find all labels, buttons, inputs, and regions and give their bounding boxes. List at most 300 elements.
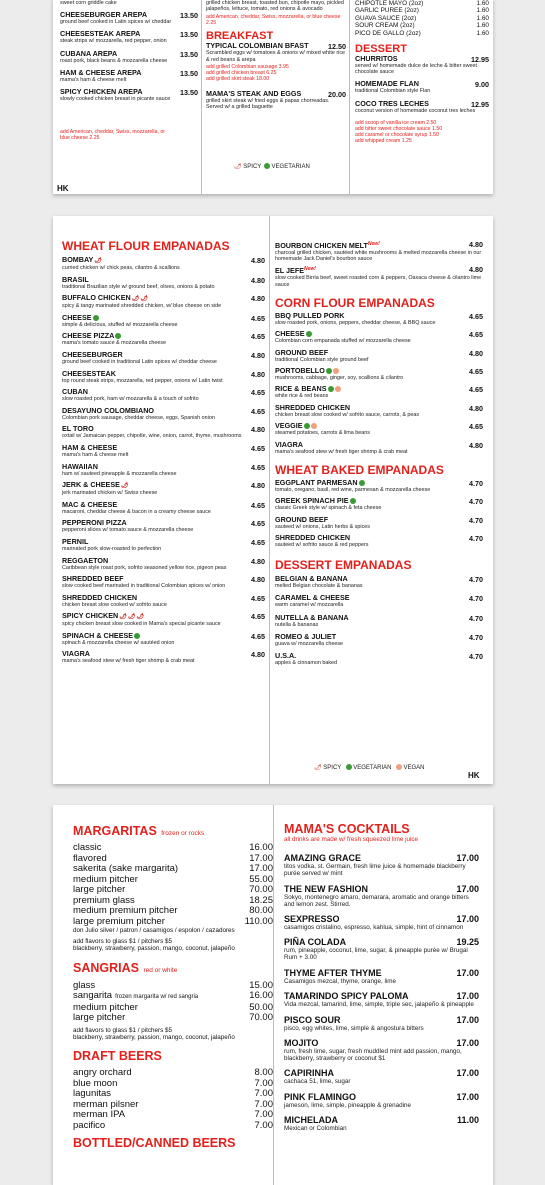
drinks-left-column	[73, 822, 273, 1150]
sangrias-heading	[73, 959, 273, 977]
item-desc: chicken breast slow cooked w/ sofrito sauce, carrots, & peas	[275, 411, 420, 418]
cocktail-item	[284, 1015, 479, 1032]
cocktail-price: 17.00	[456, 1037, 479, 1048]
item-desc: charcoal grilled chicken, sautéed white mushrooms & melted mozzarella cheese in our homemade Jack Daniel's bourbon sauce	[275, 250, 482, 263]
item-price: 4.80	[251, 275, 265, 285]
item-name-text: SPICY CHICKEN	[62, 611, 119, 621]
item-desc: slow roasted pork, ham w/ mozzarella & a touch of sofrito	[62, 396, 199, 403]
item-name-text: HOMEMADE FLAN	[355, 79, 419, 89]
item-name	[275, 312, 483, 320]
legend-vegetarian-label: VEGETARIAN	[353, 765, 392, 771]
chili-icon: 🌶	[119, 614, 127, 621]
cocktail-name: PISCO SOUR	[284, 1014, 341, 1025]
drink-item	[73, 1121, 273, 1132]
side-name: GARLIC PUREE (2oz)	[355, 7, 419, 15]
item-name-text: CHEESEBURGER AREPA	[60, 10, 148, 20]
side-item	[355, 15, 489, 22]
menu-item	[355, 80, 489, 94]
item-name-text: SHREDDED BEEF	[62, 574, 124, 584]
item-desc: grilled skirt steak w/ fried eggs & papas chorreadas. Served w/ a grilled baguette	[206, 97, 330, 111]
item-name	[60, 11, 198, 19]
chili-icon: 🌶	[140, 296, 148, 303]
item-name-text: JERK & CHEESE	[62, 480, 120, 490]
item-name-text: CHEESEBURGER	[62, 349, 123, 359]
cocktail-name: TAMARINDO SPICY PALOMA	[284, 991, 409, 1002]
cocktail-price: 17.00	[456, 967, 479, 978]
drink-name: merman IPA	[73, 1109, 126, 1121]
legend-spicy-label: SPICY	[323, 765, 342, 771]
item-name	[275, 652, 483, 660]
arepas-column	[60, 0, 198, 107]
item-desc: ground beef cooked in Latin spices w/ cheddar	[60, 19, 172, 26]
drink-item	[73, 1013, 273, 1024]
drink-price: 70.00	[249, 1012, 273, 1024]
menu-item	[62, 256, 265, 271]
drink-price: 55.00	[249, 873, 273, 885]
menu-item	[275, 534, 483, 548]
cocktail-name: PINK FLAMINGO	[284, 1091, 356, 1102]
item-price: 4.65	[469, 422, 483, 432]
item-desc: top round steak strips, mozzarella, red pepper, onions w/ Latin twist	[62, 377, 223, 384]
column-divider	[273, 805, 274, 1185]
cocktail-name: AMAZING GRACE	[284, 853, 361, 864]
menu-item	[62, 407, 265, 421]
item-name	[60, 69, 198, 77]
margaritas-note: don Julio silver / patron / casamigos / espolon / cazadores	[73, 927, 235, 934]
item-desc: sauteed w/ onions, Latin herbs & spices	[275, 523, 370, 530]
item-name-text: PORTOBELLO	[275, 365, 325, 375]
draft-beers-heading: DRAFT BEERS	[73, 1049, 162, 1064]
item-name	[355, 100, 489, 108]
item-name-text: U.S.A.	[275, 650, 297, 660]
hk-mark: HK	[468, 771, 480, 780]
baked-heading: WHEAT BAKED EMPANADAS	[275, 462, 444, 477]
drink-price: 80.00	[249, 905, 273, 916]
cocktail-price: 17.00	[456, 853, 479, 864]
item-name	[62, 444, 265, 452]
item-price: 4.80	[469, 240, 483, 249]
menu-item	[275, 240, 483, 262]
menu-item	[275, 312, 483, 326]
drink-price: 16.00	[249, 842, 273, 853]
menu-item	[62, 557, 265, 571]
menu-page-drinks	[53, 805, 493, 1185]
sangrias-sub: red or white	[143, 966, 178, 974]
menu-item	[275, 575, 483, 589]
item-desc: slow roasted pork, onions, peppers, cheddar cheese, & BBQ sauce	[275, 319, 436, 326]
drink-name: blue moon	[73, 1077, 118, 1089]
item-desc: tomato, oregano, basil, red wine, parmesan & mozzarella cheese	[275, 486, 431, 493]
drink-price: 7.00	[254, 1088, 273, 1100]
item-price: 13.50	[180, 49, 198, 59]
breakfast-heading: BREAKFAST	[206, 30, 274, 43]
cocktail-desc: titos vodka, st. Germain, fresh lime juice & homemade blackberry purée served w/ mint	[284, 863, 466, 878]
item-name-text: CHEESE PIZZA	[62, 331, 115, 341]
item-name-text: EL JEFE	[275, 266, 305, 276]
item-price: 4.70	[469, 533, 483, 543]
cocktail-name: THE NEW FASHION	[284, 883, 369, 894]
menu-item	[62, 519, 265, 533]
item-name	[62, 256, 265, 265]
item-desc: chicken breast slow cooked w/ sofrito sauce	[62, 601, 167, 608]
item-desc: ham w/ sauteed pineapple & mozzarella cheese	[62, 470, 177, 477]
drink-name: merman pilsner	[73, 1098, 139, 1110]
item-name	[275, 385, 483, 393]
sangrias-flavors: blackberry, strawberry, passion, mango, coconut, jalapeño	[73, 1033, 235, 1041]
cocktail-desc: rum, fresh lime, sugar, fresh muddled mint add passion, mango, blackberry, strawberry or coconut $1	[284, 1047, 462, 1062]
cocktail-price: 17.00	[456, 1091, 479, 1102]
item-price: 4.65	[251, 332, 265, 342]
item-name-text: GREEK SPINACH PIE	[275, 496, 349, 506]
menu-item	[62, 632, 265, 646]
menu-item	[275, 330, 483, 344]
menu-item	[275, 652, 483, 666]
chili-icon: 🌶	[234, 164, 242, 170]
item-price: 4.65	[469, 311, 483, 321]
menu-page-breakfast	[53, 0, 493, 194]
item-price: 4.80	[251, 369, 265, 379]
drink-name: glass	[73, 979, 96, 991]
item-price: 4.80	[251, 575, 265, 585]
item-name	[62, 501, 265, 509]
menu-item	[60, 88, 198, 102]
sides-dessert-column	[355, 0, 489, 144]
side-item	[355, 0, 489, 7]
side-price: 1.60	[476, 29, 489, 37]
item-name	[62, 481, 265, 490]
drink-price: 7.00	[254, 1109, 273, 1121]
drink-name: classic	[73, 842, 102, 853]
item-price: 12.95	[471, 99, 489, 109]
menu-item	[62, 575, 265, 589]
menu-item	[62, 314, 265, 328]
menu-page-empanadas	[53, 216, 493, 784]
item-name	[62, 332, 265, 340]
item-price: 4.70	[469, 651, 483, 661]
item-desc: steamed potatoes, carrots & lima beans	[275, 430, 370, 437]
item-name-text: SHREDDED CHICKEN	[275, 402, 351, 412]
item-desc: sauteed w/ sofrito sauce & red peppers	[275, 541, 369, 548]
item-name	[62, 632, 265, 640]
chili-icon: 🌶	[131, 296, 140, 303]
drink-price: 7.00	[254, 1077, 273, 1089]
cocktail-desc: Sokyo, montenegro amaro, demarara, aromatic and orange bitters and lemon zest. Stirred.	[284, 893, 469, 908]
cocktail-price: 17.00	[456, 1014, 479, 1025]
item-desc: nutella & bananas	[275, 621, 319, 628]
drink-price: 17.00	[249, 863, 273, 874]
item-name	[355, 55, 489, 63]
vegetarian-icon	[350, 498, 356, 504]
item-desc: mama's seafood stew w/ fresh tiger shrimp & crab meat	[62, 658, 195, 665]
item-price: 4.80	[251, 294, 265, 304]
note-line: add whipped cream 1.25	[355, 137, 412, 144]
sangrias-add: add flavors to glass $1 / pitchers $5	[73, 1026, 173, 1034]
menu-item	[275, 479, 483, 493]
item-name	[62, 294, 265, 303]
item-desc: spinach & mozzarella cheese w/ sautéed onion	[62, 639, 175, 646]
item-name-text: CHEESE	[62, 312, 92, 322]
item-name	[275, 367, 483, 375]
item-desc: spicy & tangy marinated shredded chicken, w/ blue cheese on side	[62, 303, 222, 310]
burger-cheese-note: add American, cheddar, Swiss, mozzarella, or blue cheese 2.25	[206, 14, 341, 27]
side-price: 1.60	[476, 22, 489, 30]
item-name-text: VEGGIE	[275, 421, 303, 431]
item-desc: Colombian pork sausage, cheddar cheese, eggs, Spanish onion	[62, 414, 215, 421]
item-name	[62, 425, 265, 433]
item-price: 9.00	[475, 80, 489, 90]
cocktail-item	[284, 1115, 479, 1132]
cocktail-item	[284, 968, 479, 985]
cocktail-price: 17.00	[456, 991, 479, 1002]
item-name-text: VIAGRA	[275, 439, 303, 449]
item-name	[275, 594, 483, 602]
item-price: 13.50	[180, 88, 198, 98]
item-price: 4.65	[251, 519, 265, 529]
cocktail-item	[284, 1092, 479, 1109]
item-name	[62, 407, 265, 415]
item-price: 4.80	[469, 403, 483, 413]
drink-name: medium premium pitcher	[73, 905, 178, 916]
item-name	[275, 422, 483, 430]
item-name-text: CUBAN	[62, 387, 88, 397]
cocktail-desc: rum, pineapple, coconut, lime, sugar, & pineapple purée w/ Brugal Rum + 3.00	[284, 947, 468, 962]
drink-name: large pitcher	[73, 884, 126, 895]
item-price: 4.70	[469, 575, 483, 585]
vegan-icon	[335, 386, 341, 392]
vegetarian-icon	[306, 331, 312, 337]
menu-item	[275, 422, 483, 436]
item-name-text: BRASIL	[62, 274, 89, 284]
vegan-icon	[311, 423, 317, 429]
column-divider	[349, 0, 350, 194]
item-name	[62, 594, 265, 602]
item-name-text: GROUND BEEF	[275, 347, 329, 357]
item-desc: sweet corn griddle cake	[60, 0, 117, 6]
new-badge: New!	[304, 266, 316, 273]
item-name-text: CHEESE	[275, 329, 305, 339]
item-name	[62, 557, 265, 565]
menu-item	[275, 594, 483, 608]
diet-legend	[313, 764, 424, 771]
chili-icon: 🌶	[94, 258, 102, 264]
drink-price: 18.25	[249, 894, 273, 906]
menu-item	[62, 388, 265, 402]
item-price: 4.65	[251, 443, 265, 453]
item-desc: steak strips w/ mozzarella, red pepper, onion	[60, 38, 167, 45]
item-price: 13.50	[180, 11, 198, 21]
item-price: 4.80	[251, 650, 265, 660]
item-price: 4.65	[251, 593, 265, 603]
item-desc: apples & cinnamon baked	[275, 659, 338, 666]
wheat-column	[62, 239, 265, 669]
item-name	[275, 479, 483, 487]
item-name-text: PEPPERONI PIZZA	[62, 518, 127, 528]
menu-item	[62, 594, 265, 608]
item-name-text: BOMBAY	[62, 255, 94, 264]
chili-icon: 🌶	[314, 765, 322, 771]
menu-item	[60, 30, 198, 44]
item-name	[62, 370, 265, 378]
item-name	[275, 575, 483, 583]
item-name-text: SHREDDED CHICKEN	[62, 592, 138, 602]
item-desc: Scrambled eggs w/ tomatoes & onions w/ mixed white rice & red beans & arepa	[206, 50, 346, 63]
cocktail-name: THYME AFTER THYME	[284, 967, 382, 978]
item-desc: simple & delicious, stuffed w/ mozzarella cheese	[62, 321, 178, 328]
item-name-text: CHURRITOS	[355, 54, 398, 64]
item-name	[62, 612, 265, 621]
cocktail-desc: Vida mezcal, tamarind, lime, simple, triple sec, jalapeño & pineapple	[284, 1001, 474, 1009]
item-price: 4.80	[251, 425, 265, 435]
item-price: 4.65	[251, 406, 265, 416]
item-name	[275, 497, 483, 505]
column-divider	[269, 216, 270, 784]
item-price: 4.70	[469, 632, 483, 642]
menu-item	[275, 404, 483, 418]
new-badge: New!	[367, 241, 380, 247]
margaritas-flavors: blackberry, strawberry, passion, mango, coconut, jalapeño	[73, 945, 235, 953]
item-desc: ground beef cooked in traditional Latin spices w/ cheddar cheese	[62, 358, 217, 365]
margaritas-heading	[73, 822, 273, 840]
cocktail-desc: jameson, lime, simple, pineapple & grenadine	[284, 1101, 412, 1109]
cocktail-name: MICHELADA	[284, 1115, 338, 1126]
item-desc: warm caramel w/ mozzarella	[275, 602, 344, 609]
drink-item	[73, 917, 273, 928]
item-desc: Caribbean style roast pork, sofrito seasoned yellow rice, pigeon peas	[62, 564, 227, 571]
item-name-text: SHREDDED CHICKEN	[275, 532, 351, 542]
item-name-text: BBQ PULLED PORK	[275, 310, 345, 320]
right-column	[275, 240, 483, 671]
item-price: 4.65	[469, 366, 483, 376]
item-price: 4.65	[251, 537, 265, 547]
diet-legend	[233, 163, 310, 170]
cocktail-price: 11.00	[456, 1115, 479, 1126]
item-price: 4.70	[469, 515, 483, 525]
item-name-text: CUBANA AREPA	[60, 48, 118, 58]
legend-vegan-label: VEGAN	[403, 765, 425, 771]
item-name	[62, 463, 265, 471]
item-desc: guava w/ mozzarella cheese	[275, 640, 344, 647]
drink-name: sakerita (sake margarita)	[73, 863, 179, 874]
drink-price: 70.00	[249, 884, 273, 895]
menu-item	[60, 11, 198, 25]
margaritas-add: add flavors to glass $1 / pitchers $5	[73, 938, 173, 946]
corn-heading: CORN FLOUR EMPANADAS	[275, 295, 435, 310]
menu-item	[275, 633, 483, 647]
item-desc: oxtail w/ Jamaican pepper, chipotle, wine, onion, carrot, thyme, mushrooms	[62, 433, 242, 440]
drink-price: 50.00	[249, 1001, 273, 1013]
item-name	[62, 314, 265, 322]
cocktail-item	[284, 1068, 479, 1085]
drink-price: 15.00	[249, 979, 273, 991]
item-name-text: VIAGRA	[62, 649, 90, 659]
menu-item	[62, 444, 265, 458]
item-name-text: EL TORO	[62, 424, 94, 434]
cocktail-item	[284, 884, 479, 908]
cocktail-item	[284, 937, 479, 961]
item-desc: slow cooked beef marinated in traditional Colombian spices w/ onion	[62, 583, 226, 590]
vegetarian-icon	[326, 368, 332, 374]
menu-item	[275, 367, 483, 381]
item-price: 12.95	[471, 55, 489, 65]
menu-item	[62, 276, 265, 290]
item-name	[62, 538, 265, 546]
drink-sub: frozen margarita w/ red sangria	[115, 994, 199, 1001]
menu-item	[62, 501, 265, 515]
item-price: 4.70	[469, 594, 483, 604]
item-name	[275, 330, 483, 338]
item-name-text: HAM & CHEESE	[62, 442, 118, 452]
side-name: CHIPOTLE MAYO (2oz)	[355, 0, 424, 7]
item-price: 12.50	[328, 42, 346, 52]
item-desc: mama's seafood stew w/ fresh tiger shrimp & crab meat	[275, 448, 408, 455]
item-name	[62, 351, 265, 359]
item-price: 4.65	[251, 388, 265, 398]
item-price: 4.65	[469, 330, 483, 340]
side-item	[355, 7, 489, 14]
menu-item	[275, 385, 483, 399]
menu-item	[62, 612, 265, 627]
item-name-text: BOURBON CHICKEN MELT	[275, 241, 368, 250]
side-price: 1.60	[476, 7, 489, 15]
menu-item	[62, 425, 265, 439]
item-price: 4.65	[469, 385, 483, 395]
menu-item	[275, 516, 483, 530]
menu-item	[275, 349, 483, 363]
item-name	[60, 50, 198, 58]
legend-spicy-label: SPICY	[243, 164, 262, 170]
cocktail-name: MOJITO	[284, 1037, 319, 1048]
item-name	[275, 516, 483, 524]
item-price: 4.80	[469, 348, 483, 358]
item-name-text: MAC & CHEESE	[62, 499, 118, 509]
cocktail-name: SEXPRESSO	[284, 913, 340, 924]
item-name	[275, 534, 483, 542]
item-price: 4.65	[251, 612, 265, 622]
dessert-empanadas-heading: DESSERT EMPANADAS	[275, 558, 412, 573]
menu-item	[355, 55, 489, 75]
cocktail-item	[284, 853, 479, 877]
vegetarian-icon	[115, 333, 121, 339]
item-name-text: GROUND BEEF	[275, 514, 329, 524]
item-name	[62, 519, 265, 527]
menu-item	[60, 69, 198, 83]
drink-price: 17.00	[249, 852, 273, 864]
vegan-icon	[333, 368, 339, 374]
side-price: 1.60	[476, 0, 489, 7]
drink-price: 7.00	[254, 1098, 273, 1110]
item-name-text: REGGAETON	[62, 555, 109, 565]
item-desc: coconut version of homemade coconut tres leches	[355, 107, 476, 114]
item-desc: slow cooked Birria beef, sweet roasted corn & peppers, Oaxaca cheese & cilantro lime sauce	[275, 275, 482, 288]
item-desc: Colombian corn empanada stuffed w/ mozzarella cheese	[275, 338, 411, 345]
menu-item	[62, 351, 265, 365]
item-price: 4.80	[469, 265, 483, 275]
note-line: add grilled Colombian sausage 3.95	[206, 63, 289, 70]
item-name-text: RICE & BEANS	[275, 384, 327, 394]
cocktail-desc: cachaca 51, lime, sugar	[284, 1078, 351, 1086]
item-name	[62, 276, 265, 284]
item-desc: classic Greek style w/ spinach & feta cheese	[275, 505, 382, 512]
item-desc: curried chicken w/ chick peas, cilantro & scallions	[62, 265, 180, 271]
cocktails-heading: MAMA'S COCKTAILS	[284, 822, 410, 836]
chili-icon: 🌶	[136, 614, 145, 621]
note-line: add grilled chicken breast 6.25	[206, 69, 277, 76]
item-name-text: ROMEO & JULIET	[275, 631, 337, 641]
cocktails-sub: all drinks are made w/ fresh squeezed lime juice	[284, 836, 419, 843]
drink-price: 16.00	[249, 990, 273, 1002]
menu-item	[62, 650, 265, 664]
item-desc: slowly cooked chicken breast in picante sauce	[60, 96, 171, 103]
